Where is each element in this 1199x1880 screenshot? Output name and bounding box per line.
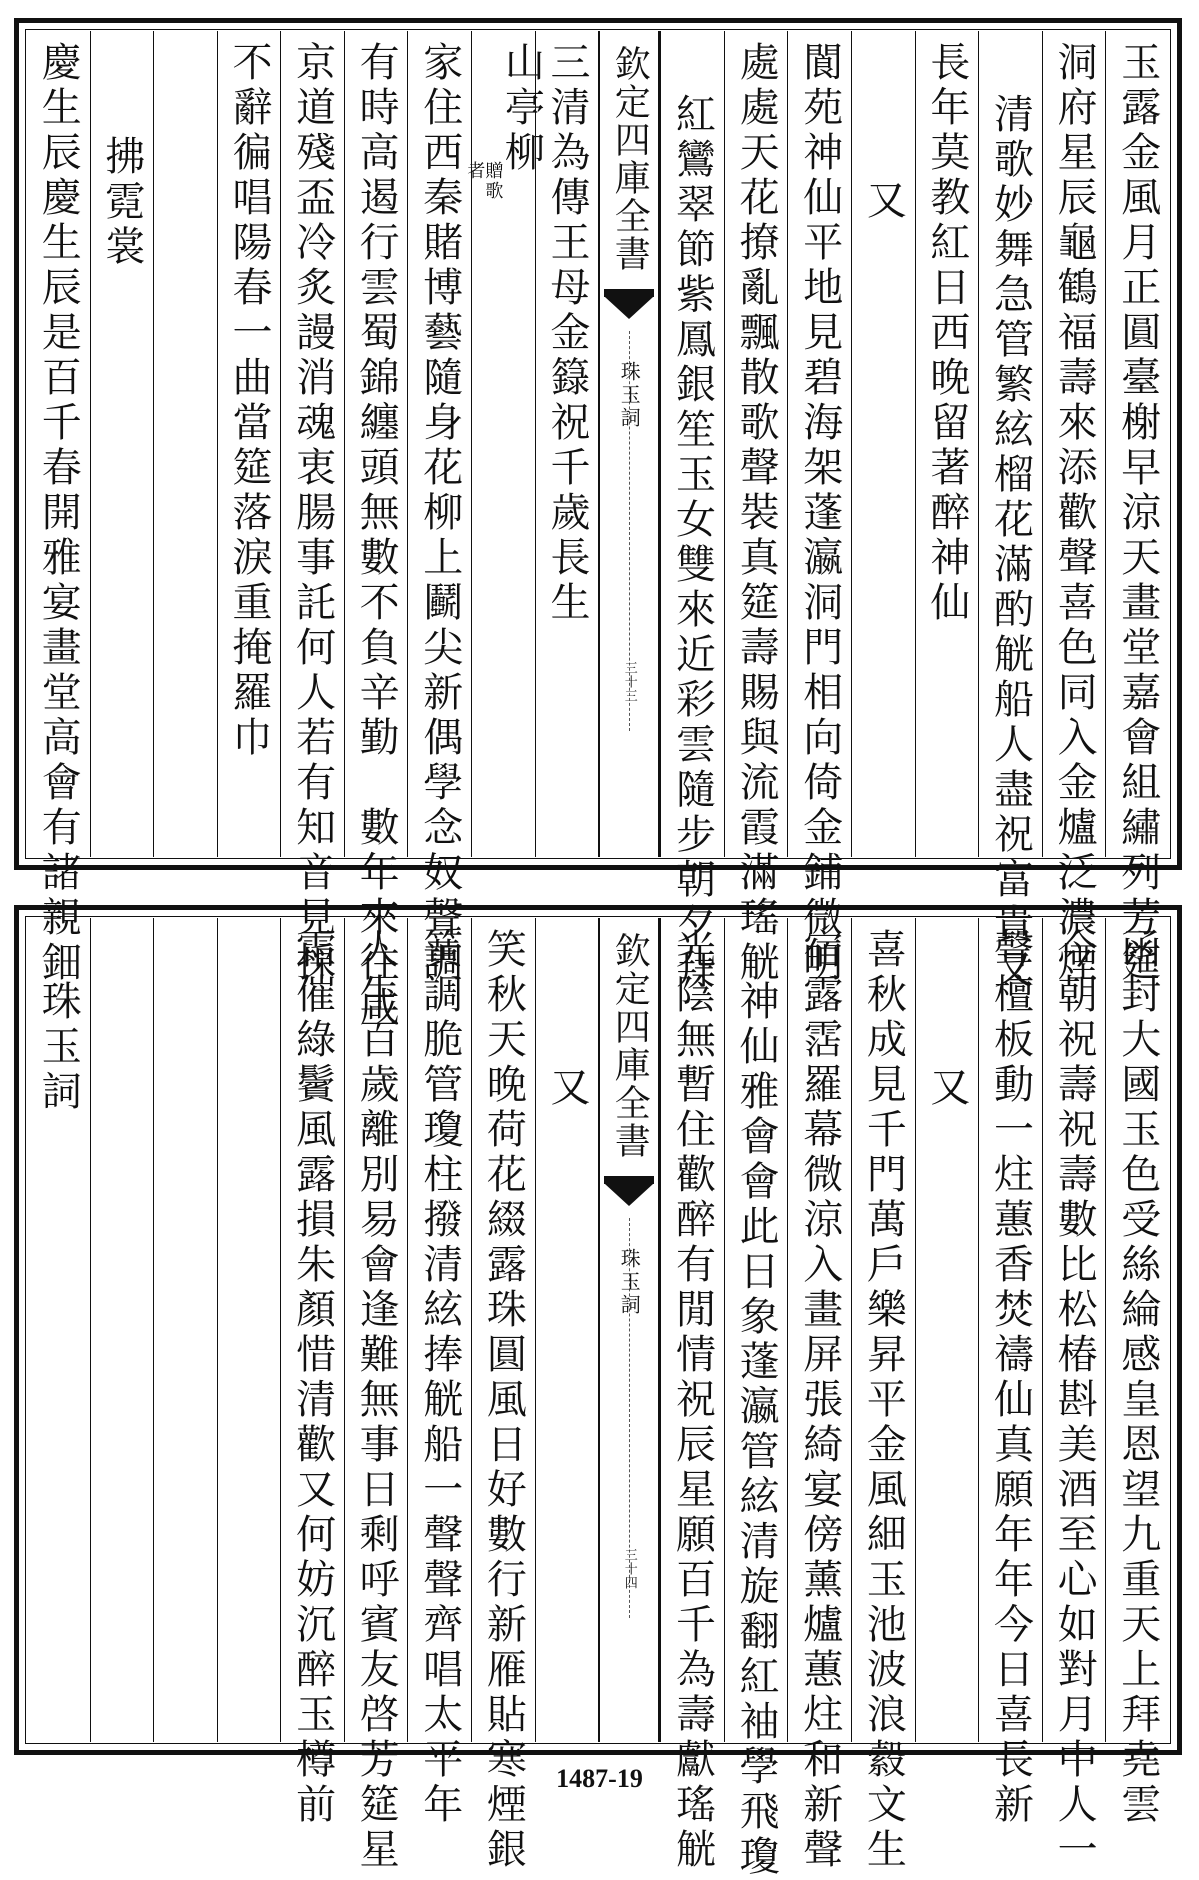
- center-page-number: 三十三: [621, 661, 637, 703]
- column-text: 笑秋天晚荷花綴露珠圓風日好數行新雁貼寒煙銀: [480, 928, 527, 1873]
- column-text: 又: [543, 1066, 590, 1111]
- column-text: 函封大國玉色受絲綸感皇恩望九重天上拜堯雲: [1114, 928, 1161, 1828]
- upper-page-text-column: [27, 31, 90, 986]
- column-text: 長年莫教紅日西晚留著醉神仙: [923, 41, 970, 626]
- center-page-number: 三十四: [621, 1548, 637, 1590]
- interlinear-note-right: 贈歌: [482, 161, 504, 201]
- upper-page-text-column: [1105, 31, 1169, 986]
- lower-page-text-column: [535, 918, 599, 1742]
- column-text: 慶生辰慶生辰是百千春開雅宴畫堂高會有諸親鈿: [35, 41, 82, 986]
- column-text: 宿露霑羅幕微涼入畫屏張綺宴傍薰爐蕙炷和新聲: [796, 928, 843, 1873]
- column-text: 山亭柳: [498, 41, 545, 176]
- footer-page-label: 1487-19: [556, 1764, 643, 1793]
- lower-page-text-column: [851, 918, 915, 1873]
- fish-tail-icon: [605, 297, 653, 319]
- column-text: 有時高遏行雲蜀錦纏頭無數不負辛勤 數年來往咸: [353, 41, 400, 1031]
- upper-page-text-column: [660, 31, 724, 993]
- upper-page-text-column: [851, 31, 915, 857]
- lower-page-center-margin: [598, 918, 660, 1742]
- upper-page-center-margin: [598, 31, 660, 857]
- upper-page-text-column: [344, 31, 408, 1031]
- center-subtitle: 珠玉詞: [617, 1248, 642, 1317]
- column-text: 今朝祝壽祝壽數比松椿斟美酒至心如對月中人一: [1051, 928, 1098, 1873]
- upper-page-text-column: [1042, 31, 1106, 986]
- fish-tail-icon: [605, 1184, 653, 1206]
- column-text: 神仙雅會會此日象蓬瀛管絃清旋翻紅袖學飛瓊: [733, 980, 780, 1880]
- lower-page-text-column: [915, 918, 979, 1742]
- column-text: 家住西秦賭博藝隨身花柳上鬬尖新偶學念奴聲調: [416, 41, 463, 986]
- upper-page: [14, 18, 1182, 1031]
- column-text: 洞府星辰龜鶴福壽來添歡聲喜色同入金爐泛濃煙: [1051, 41, 1098, 986]
- upper-page-text-column: [464, 31, 545, 857]
- column-text: 光陰無暫住歡醉有閒情祝辰星願百千為壽獻瑤觥: [669, 928, 716, 1873]
- column-text: 清歌妙舞急管繁絃榴花滿酌觥船人盡祝富貴又: [987, 93, 1034, 993]
- upper-page-text-column: [153, 31, 217, 857]
- column-with-note: [464, 41, 545, 201]
- lower-page-text-column: [1105, 918, 1169, 1828]
- column-text: 又: [923, 1066, 970, 1111]
- upper-page-text-column: [407, 31, 471, 986]
- fish-tail-bar: [604, 289, 654, 297]
- column-text: 簧調脆管瓊柱撥清絃捧觥船一聲聲齊唱太平年: [416, 928, 463, 1828]
- column-text: 人生百歲離別易會逢難無事日剩呼賓友啓芳筵星: [353, 928, 400, 1873]
- center-book-title: 欽定四庫全書: [609, 45, 651, 273]
- lower-page-text-column: [153, 918, 217, 1742]
- column-text: 拂霓裳: [98, 135, 145, 270]
- column-text: 三清為傳王母金籙祝千歲長生: [543, 41, 590, 626]
- column-text: 閬苑神仙平地見碧海架蓬瀛洞門相向倚金鋪微明: [796, 41, 843, 986]
- lower-page-text-column: [344, 918, 408, 1873]
- column-text: 珠玉詞: [35, 980, 82, 1115]
- lower-page-text-column: [280, 918, 344, 1828]
- column-text: 又: [860, 179, 907, 224]
- lower-page-text-column: [660, 918, 724, 1873]
- lower-page-text-column: [978, 918, 1042, 1828]
- center-subtitle: 珠玉詞: [617, 361, 642, 430]
- lower-page-text-column: [1042, 918, 1106, 1873]
- interlinear-note-left: 者: [464, 161, 486, 181]
- center-book-title: 欽定四庫全書: [609, 932, 651, 1160]
- upper-page-columns: [27, 31, 1169, 1031]
- column-text: 不辭徧唱陽春一曲當筵落淚重掩羅巾: [225, 41, 272, 761]
- upper-page-text-column: [90, 31, 154, 857]
- upper-page-text-column: [787, 31, 851, 986]
- column-text: 處處天花撩亂飄散歌聲裝真筵壽賜與流霞滿瑤觥: [733, 41, 780, 986]
- upper-page-text-column: [280, 31, 344, 986]
- lower-page-text-column: [407, 918, 471, 1828]
- lower-page-text-column: [787, 918, 851, 1873]
- column-text: 喜秋成見千門萬戶樂昇平金風細玉池波浪縠文生: [860, 928, 907, 1873]
- upper-page-text-column: [915, 31, 979, 857]
- column-text: 京道殘盃冷炙謾消魂衷腸事託何人若有知音見採: [289, 41, 336, 986]
- lower-page-text-column: [90, 918, 154, 1742]
- column-text: 霜催綠鬢風露損朱顏惜清歡又何妨沉醉玉樽前: [289, 928, 336, 1828]
- fish-tail-bar: [604, 1176, 654, 1184]
- lower-page-text-column: [27, 918, 90, 1742]
- lower-page-text-column: [471, 918, 535, 1873]
- column-text: 玉露金風月正圓臺榭早涼天畫堂嘉會組繡列芳筵: [1114, 41, 1161, 986]
- column-text: 聲檀板動一炷蕙香焚禱仙真願年年今日喜長新: [987, 928, 1034, 1828]
- upper-page-text-column: [978, 31, 1042, 993]
- lower-page-text-column: [724, 918, 788, 1880]
- upper-page-text-column: [217, 31, 281, 857]
- column-text: 紅鸞翠節紫鳳銀笙玉女雙來近彩雲隨步朝夕拜: [669, 93, 716, 993]
- lower-page-text-column: [217, 918, 281, 1742]
- upper-page-text-column: [724, 31, 788, 986]
